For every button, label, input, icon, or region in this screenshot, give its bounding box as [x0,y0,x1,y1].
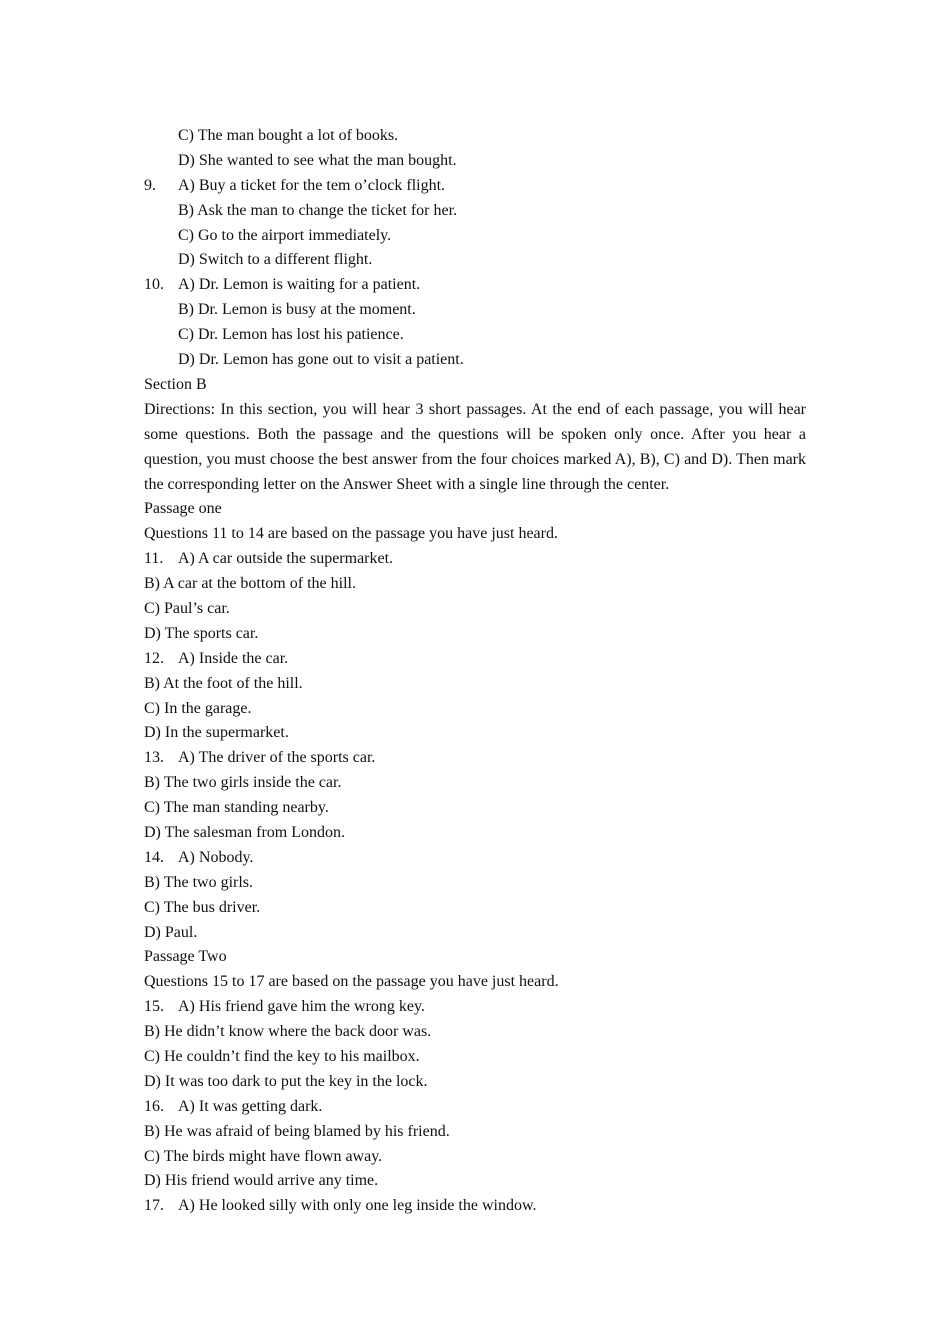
q9-option-c: C) Go to the airport immediately. [178,226,392,244]
q13-option-d: D) The salesman from London. [144,824,345,841]
q10-option-a [144,273,806,298]
q14-option-d: D) Paul. [144,923,198,941]
q16-option-a [144,1095,806,1120]
question-number: 15. [144,998,164,1016]
passage-two-title: Passage Two [144,948,227,966]
q15-option-c: C) He couldn’t find the key to his mailbox. [144,1048,420,1066]
question-number: 11. [144,550,164,568]
option-text: A) Nobody. [178,848,254,866]
q10-option-d: D) Dr. Lemon has gone out to visit a patient. [178,351,464,369]
q11-option-a [144,547,806,572]
section-b-title: Section B [144,375,207,393]
q14-option-c: C) The bus driver. [144,898,261,916]
q12-option-c: C) In the garage. [144,699,252,717]
option-text: A) A car outside the supermarket. [178,550,394,568]
q15-option-b: B) He didn’t know where the back door was. [144,1023,432,1041]
option-text: A) His friend gave him the wrong key. [178,998,425,1016]
document-page [144,124,806,1219]
passage-one-intro: Questions 11 to 14 are based on the passage you have just heard. [144,525,558,543]
q13-option-b: B) The two girls inside the car. [144,774,342,792]
option-text: A) Inside the car. [178,649,289,667]
q11-option-b: B) A car at the bottom of the hill. [144,575,356,593]
q12-option-a [144,647,806,672]
option-text: A) Buy a ticket for the tem o’clock flight. [178,176,446,194]
passage-one-title: Passage one [144,500,222,518]
q16-option-c: C) The birds might have flown away. [144,1147,383,1165]
q9-option-a [144,174,806,199]
question-number: 12. [144,649,164,667]
q8-option-c: C) The man bought a lot of books. [178,127,399,144]
q16-option-d: D) His friend would arrive any time. [144,1172,379,1190]
q9-option-d: D) Switch to a different flight. [178,251,373,269]
q13-option-c: C) The man standing nearby. [144,799,329,817]
q11-option-d: D) The sports car. [144,624,259,642]
option-text: A) Dr. Lemon is waiting for a patient. [178,276,421,294]
question-number: 14. [144,848,164,866]
q10-option-c: C) Dr. Lemon has lost his patience. [178,326,404,344]
q17-option-a [144,1194,806,1219]
q15-option-d: D) It was too dark to put the key in the lock. [144,1072,428,1090]
q8-option-d: D) She wanted to see what the man bought. [178,151,457,169]
option-text: A) It was getting dark. [178,1097,323,1115]
question-number: 10. [144,276,164,294]
q10-option-b: B) Dr. Lemon is busy at the moment. [178,301,416,319]
question-number: 17. [144,1197,164,1215]
option-text: A) The driver of the sports car. [178,749,376,767]
question-number: 16. [144,1097,164,1115]
q14-option-b: B) The two girls. [144,873,254,891]
q16-option-b: B) He was afraid of being blamed by his friend. [144,1122,450,1140]
q12-option-b: B) At the foot of the hill. [144,674,303,692]
section-b-directions: Directions: In this section, you will hear 3 short passages. At the end of each passage, you will hear some questions. Both the passage and the questions will be spoken only once. After you hear a question, you must choose the best answer from the four choices marked A), B), C) and D). Then mark the corresponding letter on the Answer Sheet with a single line through the center. [144,400,806,493]
q13-option-a [144,746,806,771]
option-text: A) He looked silly with only one leg inside the window. [178,1197,537,1215]
q9-option-b: B) Ask the man to change the ticket for her. [178,201,458,219]
q12-option-d: D) In the supermarket. [144,724,289,742]
question-number: 13. [144,749,164,767]
question-number: 9. [144,176,156,194]
q11-option-c: C) Paul’s car. [144,599,230,617]
q15-option-a [144,995,806,1020]
q14-option-a [144,846,806,871]
passage-two-intro: Questions 15 to 17 are based on the passage you have just heard. [144,973,559,991]
